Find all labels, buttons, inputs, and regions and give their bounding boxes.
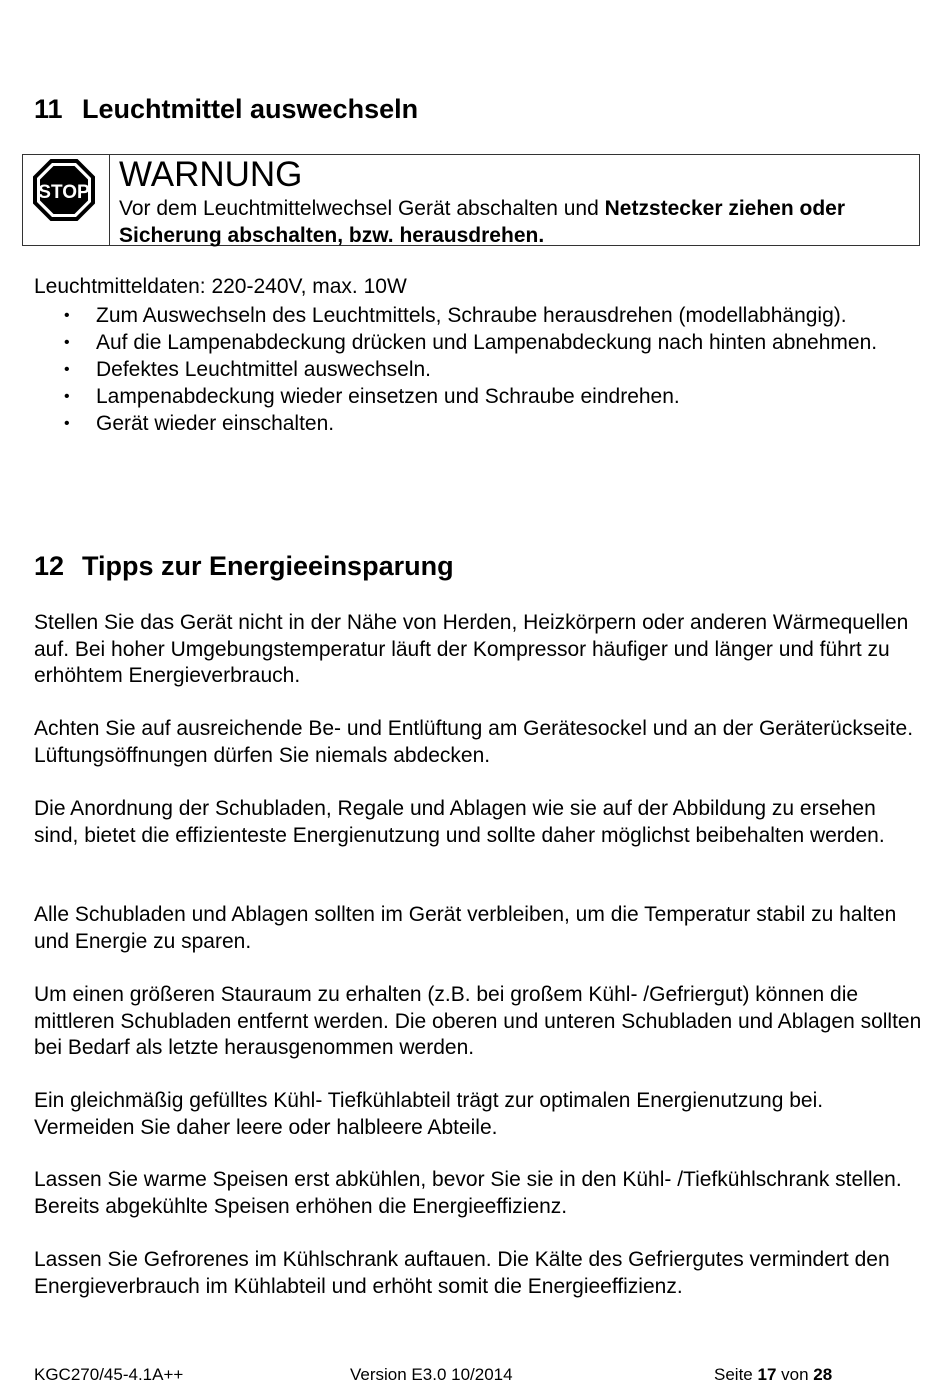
paragraph: Um einen größeren Stauraum zu erhalten (z.B. bei großem Kühl- /Gefriergut) können die mittleren Schubladen entfernt werden. Die oberen und unteren Schubladen und Ablagen sollten bei Bedarf als letzte herausgenommen werden. xyxy=(34,983,922,1060)
warning-text xyxy=(119,195,899,249)
paragraph: Die Anordnung der Schubladen, Regale und Ablagen wie sie auf der Abbildung zu ersehen sind, bietet die effizienteste Energienutzung und sollte daher möglichst beibehalten werden. xyxy=(34,797,885,847)
footer-page xyxy=(714,1365,832,1385)
section-11-number: 11 xyxy=(34,94,63,124)
bullet-icon: • xyxy=(64,334,70,351)
step-text: Lampenabdeckung wieder einsetzen und Schraube eindrehen. xyxy=(96,385,680,408)
section-11-heading xyxy=(34,94,418,125)
footer-page-current: 17 xyxy=(757,1365,777,1384)
warning-title: WARNUNG xyxy=(119,155,303,194)
paragraph: Lassen Sie warme Speisen erst abkühlen, bevor Sie sie in den Kühl- /Tiefkühlschrank stellen. Bereits abgekühlte Speisen erhöhen die Energieeffizienz. xyxy=(34,1168,902,1218)
section-11-title: Leuchtmittel auswechseln xyxy=(82,94,419,124)
section-12-title: Tipps zur Energieeinsparung xyxy=(82,551,454,581)
stop-sign-text: STOP xyxy=(38,182,90,203)
lamp-data: Leuchtmitteldaten: 220-240V, max. 10W xyxy=(34,275,407,298)
warning-box xyxy=(22,154,920,246)
step-text: Zum Auswechseln des Leuchtmittels, Schraube herausdrehen (modellabhängig). xyxy=(96,304,847,327)
footer-page-mid: von xyxy=(776,1365,814,1384)
section-12-number: 12 xyxy=(34,551,65,581)
bullet-icon: • xyxy=(64,307,70,324)
step-item xyxy=(34,410,924,437)
paragraph: Alle Schubladen und Ablagen sollten im Gerät verbleiben, um die Temperatur stabil zu halten und Energie zu sparen. xyxy=(34,903,897,953)
footer-model: KGC270/45-4.1A++ xyxy=(34,1365,184,1384)
step-item xyxy=(34,383,924,410)
paragraph: Ein gleichmäßig gefülltes Kühl- Tiefkühlabteil trägt zur optimalen Energienutzung bei. Vermeiden Sie daher leere oder halbleere Abteile. xyxy=(34,1089,824,1139)
paragraph: Stellen Sie das Gerät nicht in der Nähe von Herden, Heizkörpern oder anderen Wärmequellen auf. Bei hoher Umgebungstemperatur läuft der Kompressor häufiger und länger und führt zu erhöhtem Energieverbrauch. xyxy=(34,611,909,688)
bullet-icon: • xyxy=(64,388,70,405)
footer-page-prefix: Seite xyxy=(714,1365,758,1384)
step-item xyxy=(34,302,924,329)
warning-icon-cell xyxy=(23,155,110,245)
section-12-heading xyxy=(34,551,454,582)
warning-text-normal: Vor dem Leuchtmittelwechsel Gerät abschalten und xyxy=(119,197,605,220)
step-item xyxy=(34,356,924,383)
footer-version: Version E3.0 10/2014 xyxy=(350,1365,513,1384)
warning-text-bold: Netzstecker ziehen oder Sicherung abschalten, bzw. herausdrehen. xyxy=(119,197,846,247)
step-text: Gerät wieder einschalten. xyxy=(96,412,335,435)
paragraph: Lassen Sie Gefrorenes im Kühlschrank auftauen. Die Kälte des Gefriergutes vermindert den Energieverbrauch im Kühlabteil und erhöht somit die Energieeffizienz. xyxy=(34,1248,890,1298)
step-text: Auf die Lampenabdeckung drücken und Lampenabdeckung nach hinten abnehmen. xyxy=(96,331,878,354)
bullet-icon: • xyxy=(64,415,70,432)
stop-sign-icon xyxy=(31,157,97,223)
footer-page-total: 28 xyxy=(813,1365,833,1384)
step-text: Defektes Leuchtmittel auswechseln. xyxy=(96,358,432,381)
step-item xyxy=(34,329,924,356)
steps-list xyxy=(34,302,924,437)
bullet-icon: • xyxy=(64,361,70,378)
paragraph: Achten Sie auf ausreichende Be- und Entlüftung am Gerätesockel und an der Geräterückseite. Lüftungsöffnungen dürfen Sie niemals abdecken. xyxy=(34,717,914,767)
